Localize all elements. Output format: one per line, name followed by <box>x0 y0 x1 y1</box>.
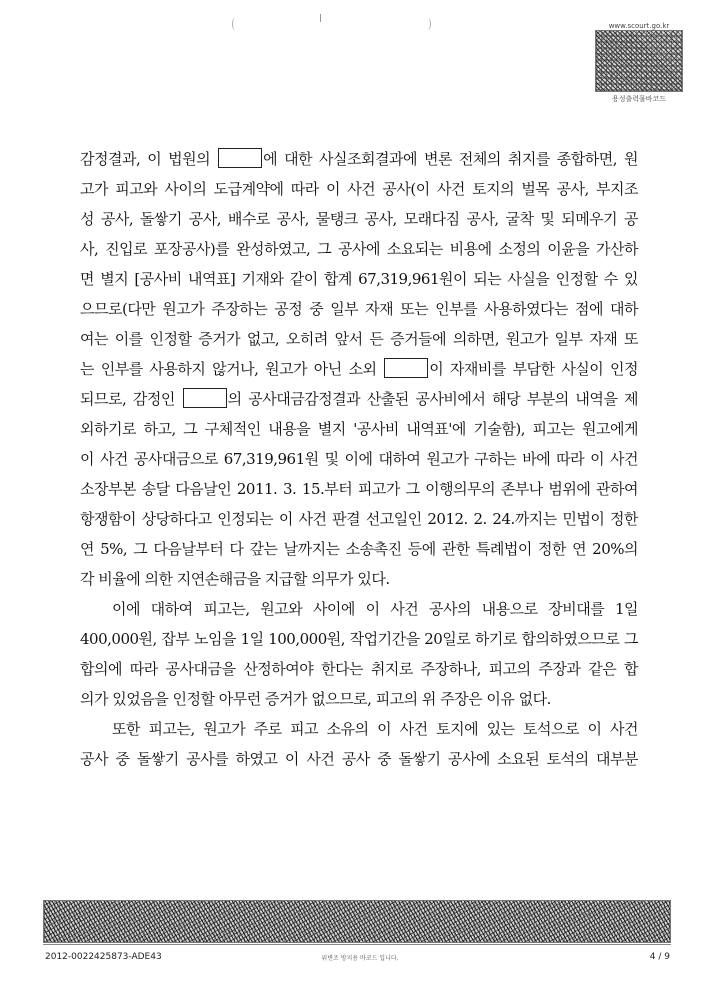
barcode-caption: 용성출력물바코드 <box>611 95 667 103</box>
body-line: 또한 피고는, 원고가 주로 피고 소유의 이 사건 토지에 있는 토석으로 이 사건 <box>112 720 638 738</box>
body-line: 여는 이를 인정할 증거가 없고, 오히려 앞서 든 증거들에 의하면, 원고가 일부 자재 또 <box>80 330 638 348</box>
footer-divider <box>43 944 671 945</box>
site-url: www.scourt.go.kr <box>608 22 670 30</box>
body-line: 각 비율에 의한 지연손해금을 지급할 의무가 있다. <box>80 570 390 588</box>
scan-tick-mark <box>232 18 238 30</box>
document-body <box>80 144 638 774</box>
redaction-box <box>384 358 428 378</box>
body-line: 공사 중 돌쌓기 공사를 하였고 이 사건 공사 중 돌쌓기 공사에 소요된 토석의 대부분 <box>80 750 638 768</box>
security-barcode-image <box>595 30 683 92</box>
body-line: 으므로(다만 원고가 주장하는 공정 중 일부 자재 또는 인부를 사용하였다는 점에 대하 <box>80 300 638 318</box>
body-line: 이 사건 공사대금으로 67,319,961원 및 이에 대하여 원고가 구하는 바에 따라 이 사건 <box>80 450 638 468</box>
page-number: 4 / 9 <box>649 952 670 962</box>
document-id: 2012-0022425873-ADE43 <box>45 952 162 962</box>
body-line: 소장부본 송달 다음날인 2011. 3. 15.부터 피고가 그 이행의무의 존부나 범위에 관하여 <box>80 480 638 498</box>
redaction-box <box>183 388 227 408</box>
anti-forgery-barcode-image <box>43 900 671 943</box>
body-line: 는 인부를 사용하지 않거나, 원고가 아닌 소외 이 자재비를 부담한 사실이 인정 <box>80 360 638 378</box>
body-line: 고가 피고와 사이의 도급계약에 따라 이 사건 공사(이 사건 토지의 벌목 공사, 부지조 <box>80 180 638 198</box>
body-line: 되므로, 감정인 의 공사대금감정결과 산출된 공사비에서 해당 부분의 내역을 제 <box>80 390 639 408</box>
body-line: 성 공사, 돌쌓기 공사, 배수로 공사, 물탱크 공사, 모래다짐 공사, 굴착 및 되메우기 공 <box>80 210 638 228</box>
body-line: 면 별지 [공사비 내역표] 기재와 같이 합계 67,319,961원이 되는 사실을 인정할 수 있 <box>80 270 638 288</box>
body-line: 이에 대하여 피고는, 원고와 사이에 이 사건 공사의 내용으로 장비대를 1일 <box>112 600 638 618</box>
body-line: 합의에 따라 공사대금을 산정하여야 한다는 취지로 주장하나, 피고의 주장과 같은 합 <box>80 660 638 678</box>
body-line: 의가 있었음을 인정할 아무런 증거가 없으므로, 피고의 위 주장은 이유 없다. <box>80 690 551 708</box>
scan-tick-mark <box>425 18 431 30</box>
footer-note: 위변조 방지용 바코드 입니다. <box>321 955 399 962</box>
body-line: 감정결과, 이 법원의 에 대한 사실조회결과에 변론 전체의 취지를 종합하면, 원 <box>80 150 638 168</box>
body-line: 연 5%, 그 다음날부터 다 갚는 날까지는 소송촉진 등에 관한 특례법이 정한 연 20%의 <box>80 540 638 558</box>
body-line: 외하기로 하고, 그 구체적인 내용을 별지 '공사비 내역표'에 기술함), 피고는 원고에게 <box>80 420 638 438</box>
scan-tick-mark <box>320 14 321 22</box>
body-line: 400,000원, 잡부 노임을 1일 100,000원, 작업기간을 20일로 하기로 합의하였으므로 그 <box>80 630 638 648</box>
redaction-box <box>218 148 262 168</box>
body-line: 항쟁함이 상당하다고 인정되는 이 사건 판결 선고일인 2012. 2. 24.까지는 민법이 정한 <box>80 510 638 528</box>
body-line: 사, 진입로 포장공사)를 완성하였고, 그 공사에 소요되는 비용에 소정의 이윤을 가산하 <box>80 240 638 258</box>
